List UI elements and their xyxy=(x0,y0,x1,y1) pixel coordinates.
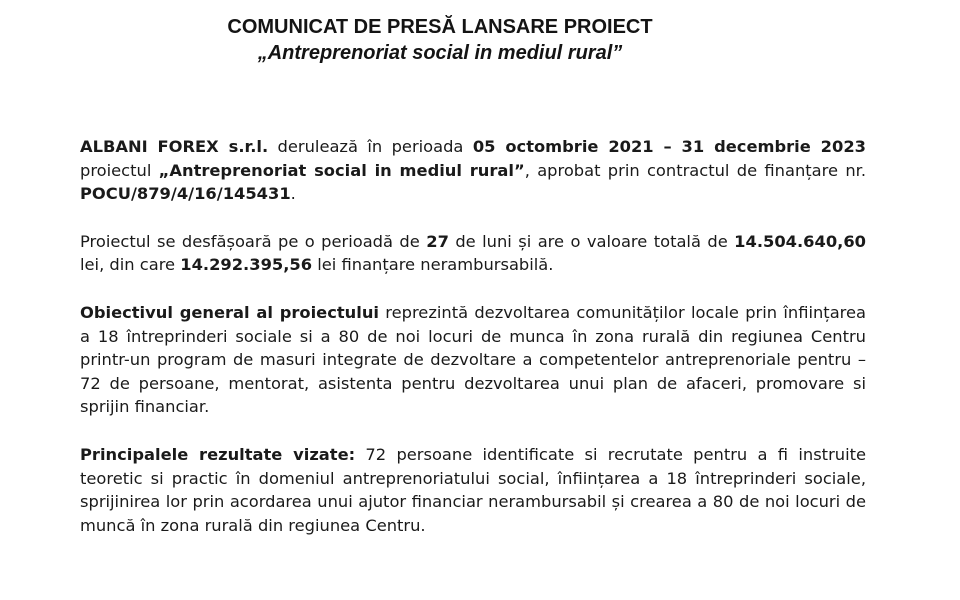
budget-text-4: lei finanțare nerambursabilă. xyxy=(312,255,554,275)
budget-text-2: de luni și are o valoare totală de xyxy=(448,231,735,251)
project-name: „Antreprenoriat social in mediul rural” xyxy=(158,160,525,180)
paragraph-general-objective xyxy=(80,301,866,419)
general-objective-label: Obiectivul general al proiectului xyxy=(80,302,379,322)
general-objective-text: reprezintă dezvoltarea comunităților locale prin înființarea a 18 întreprinderi sociale si a 80 de noi locuri de munca în zona rurală din regiunea Centru printr-un program de masuri integrate de dezvoltare a competentelor antreprenoriale pentru – 72 de persoane, mentorat, asistenta pentru dezvoltarea unui plan de afaceri, promovare si sprijin financiar. xyxy=(80,302,866,417)
press-release-title xyxy=(0,14,880,66)
intro-text-1: derulează în perioada xyxy=(268,137,473,156)
paragraph-project-budget xyxy=(80,230,866,277)
contract-number: POCU/879/4/16/145431 xyxy=(80,184,291,204)
company-name: ALBANI FOREX s.r.l. xyxy=(80,137,269,156)
duration-months: 27 xyxy=(426,231,449,251)
total-value: 14.504.640,60 xyxy=(734,231,867,251)
main-results-text: 72 persoane identificate si recrutate pentru a fi instruite teoretic si practic în domeniul antreprenoriatului social, înființarea a 18 întreprinderi sociale, sprijinirea lor prin acordarea unui ajutor financiar nerambursabil și crearea a 80 de noi locuri de muncă în zona rurală din regiunea Centru. xyxy=(80,444,866,535)
title-line-1: COMUNICAT DE PRESĂ LANSARE PROIECT xyxy=(227,16,653,38)
intro-text-4: . xyxy=(290,184,296,204)
non-reimbursable-value: 14.292.395,56 xyxy=(180,255,313,275)
project-period: 05 octombrie 2021 – 31 decembrie 2023 xyxy=(472,137,866,156)
title-line-2: „Antreprenoriat social in mediul rural” xyxy=(257,42,623,64)
main-results-label: Principalele rezultate vizate: xyxy=(80,444,356,464)
paragraph-project-intro xyxy=(80,135,866,206)
paragraph-main-results xyxy=(80,443,866,537)
intro-text-2: proiectul xyxy=(80,160,159,180)
budget-text-3: lei, din care xyxy=(80,255,181,275)
intro-text-3: , aprobat prin contractul de finanțare nr. xyxy=(524,160,867,180)
budget-text-1: Proiectul se desfășoară pe o perioadă de xyxy=(80,231,427,251)
press-release-body xyxy=(80,135,866,561)
